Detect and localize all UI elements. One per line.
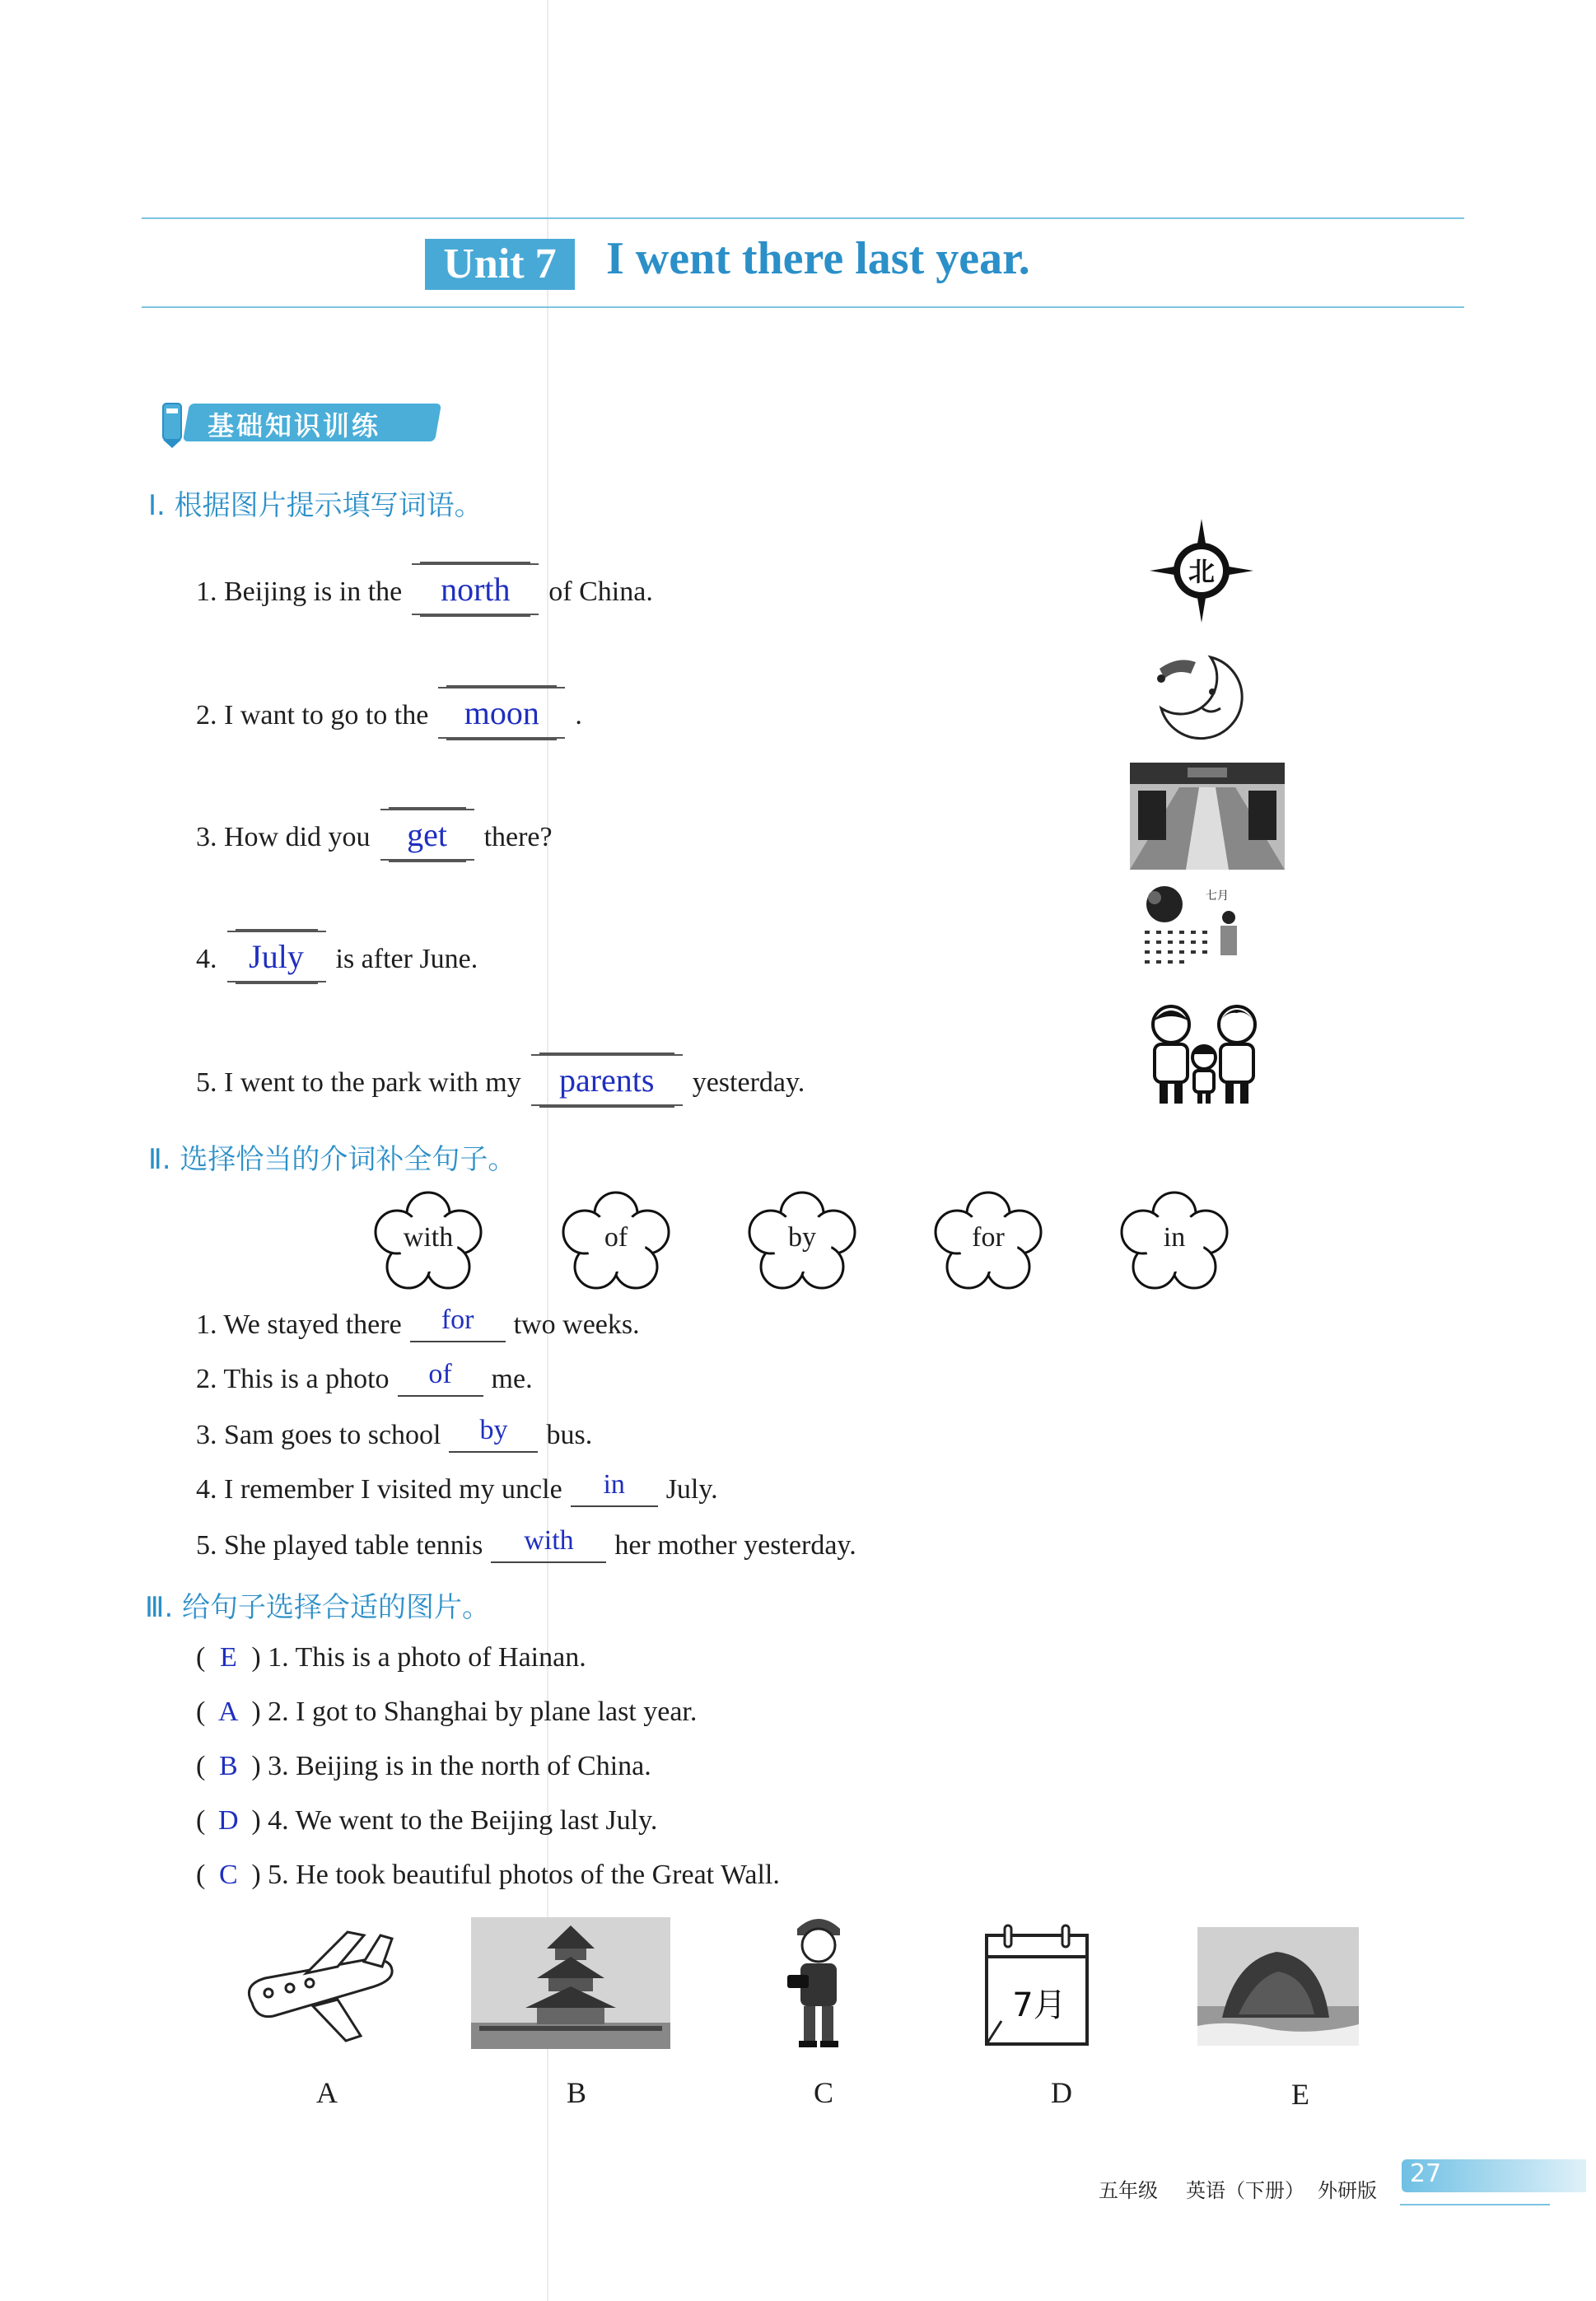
footer-rule [1400,2204,1550,2205]
s2-answer-4: in [603,1469,625,1500]
section1-heading: Ⅰ. 根据图片提示填写词语。 [148,489,483,522]
section2-heading: Ⅱ. 选择恰当的介词补全句子。 [148,1143,516,1176]
s3-item-1: ( E ) 1. This is a photo of Hainan. [196,1642,586,1673]
s3-item-2: ( A ) 2. I got to Shanghai by plane last year. [196,1697,698,1727]
unit-label: Unit 7 [425,239,575,290]
picture-label-c: C [814,2076,834,2109]
section3-heading: Ⅲ. 给句子选择合适的图片。 [145,1591,491,1624]
page-number: 27 [1410,2159,1442,2188]
picture-label-d: D [1051,2076,1072,2109]
option-with: with [371,1191,486,1290]
s1-answer-1: north [441,571,511,608]
s3-answer-5: C [218,1860,238,1890]
train-station-icon [1130,763,1285,870]
option-by: by [744,1191,860,1290]
s2-answer-3: by [479,1415,508,1445]
calendar-picture-icon [1140,884,1255,975]
svg-text:七月: 七月 [1206,889,1229,903]
moon-icon [1153,651,1252,741]
s1-item-4: 4. July is after June. [196,931,478,982]
s2-answer-2: of [428,1359,452,1389]
s1-item-1: 1. Beijing is in the north of China. [196,563,653,615]
s2-item-1: 1. We stayed there for two weeks. [196,1309,640,1342]
s1-answer-3: get [407,816,447,853]
s3-answer-2: A [218,1697,239,1727]
s3-item-3: ( B ) 3. Beijing is in the north of China. [196,1751,651,1781]
calendar-text: 7月 [1012,1986,1066,2024]
s3-answer-4: D [218,1805,239,1836]
svg-text:北: 北 [1188,556,1216,587]
option-of: of [558,1191,674,1290]
s2-answer-5: with [524,1525,574,1556]
s1-answer-2: moon [464,694,539,731]
footer-edition: 外研版 [1318,2179,1377,2202]
s1-item-3: 3. How did you get there? [196,809,553,861]
family-icon [1146,1000,1262,1107]
footer-subject: 英语（下册） [1186,2179,1304,2202]
badge-label: 基础知识训练 [208,410,381,441]
header-bottom-rule [142,306,1464,308]
pencil-icon [148,400,194,450]
picture-label-a: A [316,2076,338,2109]
temple-of-heaven-icon [471,1917,670,2049]
picture-label-b: B [567,2076,587,2109]
s1-item-2: 2. I want to go to the moon . [196,687,582,739]
s2-item-2: 2. This is a photo of me. [196,1364,533,1397]
s1-answer-4: July [249,938,304,975]
s2-item-4: 4. I remember I visited my uncle in July. [196,1474,718,1507]
page-title: I went there last year. [606,233,1030,284]
s3-answer-3: B [218,1751,238,1781]
footer-grade: 五年级 [1099,2179,1158,2202]
s2-answer-1: for [441,1305,474,1335]
option-for: for [931,1191,1046,1290]
s3-item-4: ( D ) 4. We went to the Beijing last July. [196,1805,658,1836]
s3-item-5: ( C ) 5. He took beautiful photos of the Great Wall. [196,1860,780,1890]
header-top-rule [142,217,1464,219]
s1-item-5: 5. I went to the park with my parents yesterday. [196,1054,805,1106]
s1-answer-5: parents [558,1062,655,1099]
s2-item-5: 5. She played table tennis with her mother yesterday. [196,1530,856,1563]
calendar-icon [983,1924,1090,2047]
compass-icon [1148,517,1255,624]
option-in: in [1117,1191,1232,1290]
s2-item-3: 3. Sam goes to school by bus. [196,1420,592,1453]
section-badge [148,400,445,446]
picture-label-e: E [1291,2078,1309,2111]
airplane-icon [240,1927,397,2042]
rock-sea-icon [1197,1927,1359,2046]
photographer-icon [786,1911,852,2051]
s3-answer-1: E [219,1642,237,1673]
